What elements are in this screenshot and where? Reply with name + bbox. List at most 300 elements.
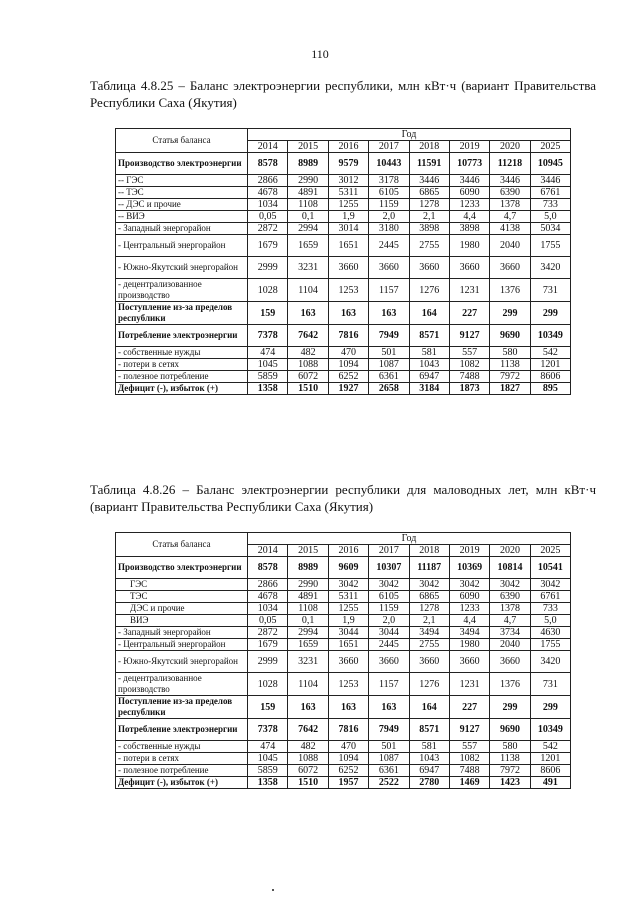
value-cell: 1034 bbox=[248, 603, 288, 615]
value-cell: 2,1 bbox=[409, 615, 449, 627]
value-cell: 3660 bbox=[409, 257, 449, 279]
table-body bbox=[116, 153, 571, 395]
row-label: Потребление электроэнергии bbox=[116, 325, 248, 347]
value-cell: 2872 bbox=[248, 627, 288, 639]
value-cell: 2755 bbox=[409, 639, 449, 651]
value-cell: 3044 bbox=[369, 627, 409, 639]
value-cell: 11187 bbox=[409, 557, 449, 579]
year-header: 2015 bbox=[288, 141, 328, 153]
table-row bbox=[116, 696, 571, 719]
value-cell: 7488 bbox=[449, 371, 489, 383]
row-label: - децентрализованное производство bbox=[116, 279, 248, 302]
value-cell: 1378 bbox=[490, 199, 530, 211]
value-cell: 4,7 bbox=[490, 211, 530, 223]
value-cell: 11218 bbox=[490, 153, 530, 175]
value-cell: 5311 bbox=[328, 187, 368, 199]
value-cell: 2872 bbox=[248, 223, 288, 235]
row-label: Поступление из-за пределов республики bbox=[116, 302, 248, 325]
row-label: Дефицит (-), избыток (+) bbox=[116, 777, 248, 789]
value-cell: 3494 bbox=[409, 627, 449, 639]
value-cell: 1358 bbox=[248, 777, 288, 789]
value-cell: 1231 bbox=[449, 279, 489, 302]
value-cell: 1157 bbox=[369, 673, 409, 696]
value-cell: 10541 bbox=[530, 557, 570, 579]
value-cell: 2990 bbox=[288, 579, 328, 591]
table-row bbox=[116, 719, 571, 741]
value-cell: 7972 bbox=[490, 765, 530, 777]
year-header: 2020 bbox=[490, 141, 530, 153]
value-cell: 3042 bbox=[369, 579, 409, 591]
value-cell: 6361 bbox=[369, 371, 409, 383]
value-cell: 1233 bbox=[449, 603, 489, 615]
value-cell: 1278 bbox=[409, 603, 449, 615]
value-cell: 6105 bbox=[369, 187, 409, 199]
value-cell: 474 bbox=[248, 741, 288, 753]
value-cell: 11591 bbox=[409, 153, 449, 175]
value-cell: 3184 bbox=[409, 383, 449, 395]
value-cell: 731 bbox=[530, 279, 570, 302]
table-row bbox=[116, 591, 571, 603]
value-cell: 2994 bbox=[288, 223, 328, 235]
value-cell: 1755 bbox=[530, 639, 570, 651]
value-cell: 3898 bbox=[409, 223, 449, 235]
value-cell: 1043 bbox=[409, 359, 449, 371]
value-cell: 3660 bbox=[328, 257, 368, 279]
value-cell: 6105 bbox=[369, 591, 409, 603]
value-cell: 2866 bbox=[248, 175, 288, 187]
value-cell: 299 bbox=[490, 302, 530, 325]
value-cell: 3420 bbox=[530, 257, 570, 279]
value-cell: 733 bbox=[530, 199, 570, 211]
value-cell: 7378 bbox=[248, 719, 288, 741]
value-cell: 1253 bbox=[328, 673, 368, 696]
year-header: 2016 bbox=[328, 141, 368, 153]
value-cell: 1088 bbox=[288, 359, 328, 371]
table-row bbox=[116, 777, 571, 789]
value-cell: 9127 bbox=[449, 719, 489, 741]
value-cell: 581 bbox=[409, 347, 449, 359]
value-cell: 1255 bbox=[328, 199, 368, 211]
value-cell: 5,0 bbox=[530, 615, 570, 627]
value-cell: 10307 bbox=[369, 557, 409, 579]
year-header: 2025 bbox=[530, 545, 570, 557]
table-row bbox=[116, 673, 571, 696]
value-cell: 491 bbox=[530, 777, 570, 789]
value-cell: 2990 bbox=[288, 175, 328, 187]
value-cell: 1028 bbox=[248, 673, 288, 696]
value-cell: 1873 bbox=[449, 383, 489, 395]
value-cell: 1201 bbox=[530, 359, 570, 371]
value-cell: 6865 bbox=[409, 187, 449, 199]
value-cell: 1376 bbox=[490, 279, 530, 302]
value-cell: 1087 bbox=[369, 753, 409, 765]
value-cell: 6761 bbox=[530, 187, 570, 199]
row-label: Дефицит (-), избыток (+) bbox=[116, 383, 248, 395]
value-cell: 10773 bbox=[449, 153, 489, 175]
value-cell: 1957 bbox=[328, 777, 368, 789]
value-cell: 227 bbox=[449, 696, 489, 719]
value-cell: 5311 bbox=[328, 591, 368, 603]
value-cell: 3012 bbox=[328, 175, 368, 187]
value-cell: 3231 bbox=[288, 651, 328, 673]
value-cell: 0,1 bbox=[288, 211, 328, 223]
value-cell: 1082 bbox=[449, 359, 489, 371]
value-cell: 2780 bbox=[409, 777, 449, 789]
row-label: ВИЭ bbox=[116, 615, 248, 627]
value-cell: 1045 bbox=[248, 753, 288, 765]
value-cell: 1659 bbox=[288, 235, 328, 257]
value-cell: 3014 bbox=[328, 223, 368, 235]
year-header: 2019 bbox=[449, 141, 489, 153]
value-cell: 7972 bbox=[490, 371, 530, 383]
table-row bbox=[116, 371, 571, 383]
value-cell: 163 bbox=[288, 302, 328, 325]
value-cell: 895 bbox=[530, 383, 570, 395]
value-cell: 3898 bbox=[449, 223, 489, 235]
value-cell: 1094 bbox=[328, 359, 368, 371]
row-label: - децентрализованное производство bbox=[116, 673, 248, 696]
row-label: - полезное потребление bbox=[116, 371, 248, 383]
row-label: ТЭС bbox=[116, 591, 248, 603]
table-row bbox=[116, 302, 571, 325]
value-cell: 474 bbox=[248, 347, 288, 359]
value-cell: 3420 bbox=[530, 651, 570, 673]
value-cell: 580 bbox=[490, 741, 530, 753]
table-row bbox=[116, 347, 571, 359]
value-cell: 3042 bbox=[449, 579, 489, 591]
value-cell: 3660 bbox=[369, 257, 409, 279]
table-row bbox=[116, 615, 571, 627]
value-cell: 164 bbox=[409, 696, 449, 719]
table-body bbox=[116, 557, 571, 789]
value-cell: 1233 bbox=[449, 199, 489, 211]
value-cell: 7378 bbox=[248, 325, 288, 347]
table-header bbox=[116, 129, 571, 153]
value-cell: 1138 bbox=[490, 359, 530, 371]
header-label: Статья баланса bbox=[116, 533, 248, 557]
value-cell: 4678 bbox=[248, 187, 288, 199]
value-cell: 2445 bbox=[369, 639, 409, 651]
value-cell: 1,9 bbox=[328, 211, 368, 223]
table-row bbox=[116, 753, 571, 765]
row-label: - потери в сетях bbox=[116, 753, 248, 765]
value-cell: 1157 bbox=[369, 279, 409, 302]
table-row bbox=[116, 741, 571, 753]
value-cell: 6072 bbox=[288, 765, 328, 777]
table-row bbox=[116, 639, 571, 651]
value-cell: 2994 bbox=[288, 627, 328, 639]
table-caption: Таблица 4.8.26 – Баланс электроэнергии республики для маловодных лет, млн кВт·ч (вариант Правительства Республики Саха (Якутия) bbox=[90, 482, 596, 514]
value-cell: 1094 bbox=[328, 753, 368, 765]
value-cell: 1980 bbox=[449, 235, 489, 257]
header-label: Статья баланса bbox=[116, 129, 248, 153]
value-cell: 7642 bbox=[288, 325, 328, 347]
row-label: Потребление электроэнергии bbox=[116, 719, 248, 741]
value-cell: 1104 bbox=[288, 673, 328, 696]
value-cell: 2,1 bbox=[409, 211, 449, 223]
value-cell: 6361 bbox=[369, 765, 409, 777]
value-cell: 1510 bbox=[288, 777, 328, 789]
row-label: - Западный энергорайон bbox=[116, 627, 248, 639]
value-cell: 1659 bbox=[288, 639, 328, 651]
value-cell: 10945 bbox=[530, 153, 570, 175]
value-cell: 163 bbox=[369, 302, 409, 325]
value-cell: 3660 bbox=[449, 257, 489, 279]
value-cell: 6947 bbox=[409, 371, 449, 383]
value-cell: 5859 bbox=[248, 765, 288, 777]
value-cell: 9609 bbox=[328, 557, 368, 579]
value-cell: 1082 bbox=[449, 753, 489, 765]
value-cell: 3446 bbox=[409, 175, 449, 187]
value-cell: 3660 bbox=[490, 651, 530, 673]
balance-table bbox=[115, 128, 571, 395]
table-row bbox=[116, 153, 571, 175]
value-cell: 1755 bbox=[530, 235, 570, 257]
value-cell: 9127 bbox=[449, 325, 489, 347]
value-cell: 557 bbox=[449, 741, 489, 753]
value-cell: 7816 bbox=[328, 719, 368, 741]
value-cell: 1651 bbox=[328, 235, 368, 257]
value-cell: 299 bbox=[490, 696, 530, 719]
table-row bbox=[116, 211, 571, 223]
value-cell: 470 bbox=[328, 741, 368, 753]
value-cell: 2999 bbox=[248, 651, 288, 673]
value-cell: 2,0 bbox=[369, 211, 409, 223]
value-cell: 1651 bbox=[328, 639, 368, 651]
value-cell: 8606 bbox=[530, 371, 570, 383]
value-cell: 4,4 bbox=[449, 615, 489, 627]
value-cell: 1276 bbox=[409, 279, 449, 302]
value-cell: 3494 bbox=[449, 627, 489, 639]
value-cell: 6865 bbox=[409, 591, 449, 603]
value-cell: 3042 bbox=[409, 579, 449, 591]
value-cell: 8989 bbox=[288, 153, 328, 175]
value-cell: 3660 bbox=[490, 257, 530, 279]
value-cell: 2522 bbox=[369, 777, 409, 789]
year-header: 2017 bbox=[369, 141, 409, 153]
value-cell: 4,4 bbox=[449, 211, 489, 223]
value-cell: 9690 bbox=[490, 719, 530, 741]
value-cell: 6072 bbox=[288, 371, 328, 383]
value-cell: 1980 bbox=[449, 639, 489, 651]
value-cell: 1927 bbox=[328, 383, 368, 395]
value-cell: 1278 bbox=[409, 199, 449, 211]
value-cell: 1510 bbox=[288, 383, 328, 395]
table-row bbox=[116, 279, 571, 302]
value-cell: 1358 bbox=[248, 383, 288, 395]
value-cell: 3042 bbox=[490, 579, 530, 591]
value-cell: 8578 bbox=[248, 557, 288, 579]
value-cell: 5034 bbox=[530, 223, 570, 235]
value-cell: 3660 bbox=[328, 651, 368, 673]
value-cell: 6390 bbox=[490, 187, 530, 199]
row-label: ГЭС bbox=[116, 579, 248, 591]
year-header: 2019 bbox=[449, 545, 489, 557]
value-cell: 542 bbox=[530, 347, 570, 359]
value-cell: 3178 bbox=[369, 175, 409, 187]
value-cell: 1045 bbox=[248, 359, 288, 371]
value-cell: 159 bbox=[248, 302, 288, 325]
value-cell: 1028 bbox=[248, 279, 288, 302]
page-number: 110 bbox=[311, 47, 329, 61]
value-cell: 1159 bbox=[369, 603, 409, 615]
row-label: -- ГЭС bbox=[116, 175, 248, 187]
value-cell: 482 bbox=[288, 347, 328, 359]
table-row bbox=[116, 199, 571, 211]
value-cell: 1469 bbox=[449, 777, 489, 789]
row-label: -- ТЭС bbox=[116, 187, 248, 199]
value-cell: 10443 bbox=[369, 153, 409, 175]
value-cell: 2999 bbox=[248, 257, 288, 279]
table-caption: Таблица 4.8.25 – Баланс электроэнергии республики, млн кВт·ч (вариант Правительства Республики Саха (Якутия) bbox=[90, 78, 596, 110]
value-cell: 3231 bbox=[288, 257, 328, 279]
value-cell: 8606 bbox=[530, 765, 570, 777]
value-cell: 8578 bbox=[248, 153, 288, 175]
value-cell: 7642 bbox=[288, 719, 328, 741]
value-cell: 1087 bbox=[369, 359, 409, 371]
row-label: - собственные нужды bbox=[116, 741, 248, 753]
value-cell: 227 bbox=[449, 302, 489, 325]
value-cell: 1423 bbox=[490, 777, 530, 789]
table-row bbox=[116, 627, 571, 639]
value-cell: 4891 bbox=[288, 187, 328, 199]
value-cell: 501 bbox=[369, 347, 409, 359]
value-cell: 6252 bbox=[328, 371, 368, 383]
value-cell: 1138 bbox=[490, 753, 530, 765]
year-header: 2016 bbox=[328, 545, 368, 557]
row-label: - Южно-Якутский энергорайон bbox=[116, 257, 248, 279]
row-label: - собственные нужды bbox=[116, 347, 248, 359]
row-label: ДЭС и прочие bbox=[116, 603, 248, 615]
year-header: 2014 bbox=[248, 141, 288, 153]
row-label: - Центральный энергорайон bbox=[116, 235, 248, 257]
row-label: - потери в сетях bbox=[116, 359, 248, 371]
table-row bbox=[116, 187, 571, 199]
value-cell: 4630 bbox=[530, 627, 570, 639]
year-header: 2025 bbox=[530, 141, 570, 153]
row-label: - Центральный энергорайон bbox=[116, 639, 248, 651]
value-cell: 6252 bbox=[328, 765, 368, 777]
year-header: 2014 bbox=[248, 545, 288, 557]
value-cell: 7949 bbox=[369, 325, 409, 347]
balance-table bbox=[115, 532, 571, 789]
value-cell: 299 bbox=[530, 696, 570, 719]
table-row bbox=[116, 325, 571, 347]
value-cell: 1043 bbox=[409, 753, 449, 765]
value-cell: 159 bbox=[248, 696, 288, 719]
value-cell: 163 bbox=[328, 302, 368, 325]
row-label: - полезное потребление bbox=[116, 765, 248, 777]
row-label: Поступление из-за пределов республики bbox=[116, 696, 248, 719]
row-label: - Южно-Якутский энергорайон bbox=[116, 651, 248, 673]
value-cell: 1034 bbox=[248, 199, 288, 211]
value-cell: 3660 bbox=[449, 651, 489, 673]
table-row bbox=[116, 383, 571, 395]
value-cell: 4138 bbox=[490, 223, 530, 235]
value-cell: 10814 bbox=[490, 557, 530, 579]
value-cell: 10369 bbox=[449, 557, 489, 579]
value-cell: 1255 bbox=[328, 603, 368, 615]
value-cell: 3446 bbox=[530, 175, 570, 187]
value-cell: 3734 bbox=[490, 627, 530, 639]
value-cell: 2755 bbox=[409, 235, 449, 257]
table-row bbox=[116, 765, 571, 777]
value-cell: 1104 bbox=[288, 279, 328, 302]
value-cell: 1679 bbox=[248, 235, 288, 257]
value-cell: 10349 bbox=[530, 325, 570, 347]
value-cell: 3446 bbox=[449, 175, 489, 187]
value-cell: 0,05 bbox=[248, 615, 288, 627]
row-label: - Западный энергорайон bbox=[116, 223, 248, 235]
value-cell: 1159 bbox=[369, 199, 409, 211]
row-label: Производство электроэнергии bbox=[116, 153, 248, 175]
value-cell: 6090 bbox=[449, 187, 489, 199]
table-row bbox=[116, 235, 571, 257]
value-cell: 0,1 bbox=[288, 615, 328, 627]
value-cell: 299 bbox=[530, 302, 570, 325]
value-cell: 1108 bbox=[288, 603, 328, 615]
value-cell: 3446 bbox=[490, 175, 530, 187]
value-cell: 7488 bbox=[449, 765, 489, 777]
table-row bbox=[116, 603, 571, 615]
value-cell: 501 bbox=[369, 741, 409, 753]
value-cell: 733 bbox=[530, 603, 570, 615]
table-row bbox=[116, 579, 571, 591]
value-cell: 7816 bbox=[328, 325, 368, 347]
value-cell: 163 bbox=[288, 696, 328, 719]
value-cell: 731 bbox=[530, 673, 570, 696]
value-cell: 2040 bbox=[490, 235, 530, 257]
value-cell: 1231 bbox=[449, 673, 489, 696]
header-group: Год bbox=[248, 129, 571, 141]
value-cell: 2445 bbox=[369, 235, 409, 257]
value-cell: 9690 bbox=[490, 325, 530, 347]
value-cell: 6761 bbox=[530, 591, 570, 603]
value-cell: 2866 bbox=[248, 579, 288, 591]
table-row bbox=[116, 557, 571, 579]
value-cell: 4678 bbox=[248, 591, 288, 603]
value-cell: 6090 bbox=[449, 591, 489, 603]
value-cell: 580 bbox=[490, 347, 530, 359]
value-cell: 1679 bbox=[248, 639, 288, 651]
value-cell: 482 bbox=[288, 741, 328, 753]
value-cell: 1,9 bbox=[328, 615, 368, 627]
value-cell: 1201 bbox=[530, 753, 570, 765]
value-cell: 2040 bbox=[490, 639, 530, 651]
value-cell: 1378 bbox=[490, 603, 530, 615]
value-cell: 1376 bbox=[490, 673, 530, 696]
value-cell: 2658 bbox=[369, 383, 409, 395]
table-row bbox=[116, 651, 571, 673]
value-cell: 3044 bbox=[328, 627, 368, 639]
value-cell: 4,7 bbox=[490, 615, 530, 627]
value-cell: 3660 bbox=[409, 651, 449, 673]
table-row bbox=[116, 359, 571, 371]
value-cell: 581 bbox=[409, 741, 449, 753]
year-header: 2020 bbox=[490, 545, 530, 557]
value-cell: 557 bbox=[449, 347, 489, 359]
value-cell: 4891 bbox=[288, 591, 328, 603]
header-group: Год bbox=[248, 533, 571, 545]
value-cell: 470 bbox=[328, 347, 368, 359]
value-cell: 163 bbox=[369, 696, 409, 719]
value-cell: 5,0 bbox=[530, 211, 570, 223]
value-cell: 6947 bbox=[409, 765, 449, 777]
value-cell: 8571 bbox=[409, 325, 449, 347]
year-header: 2017 bbox=[369, 545, 409, 557]
value-cell: 1108 bbox=[288, 199, 328, 211]
value-cell: 1088 bbox=[288, 753, 328, 765]
